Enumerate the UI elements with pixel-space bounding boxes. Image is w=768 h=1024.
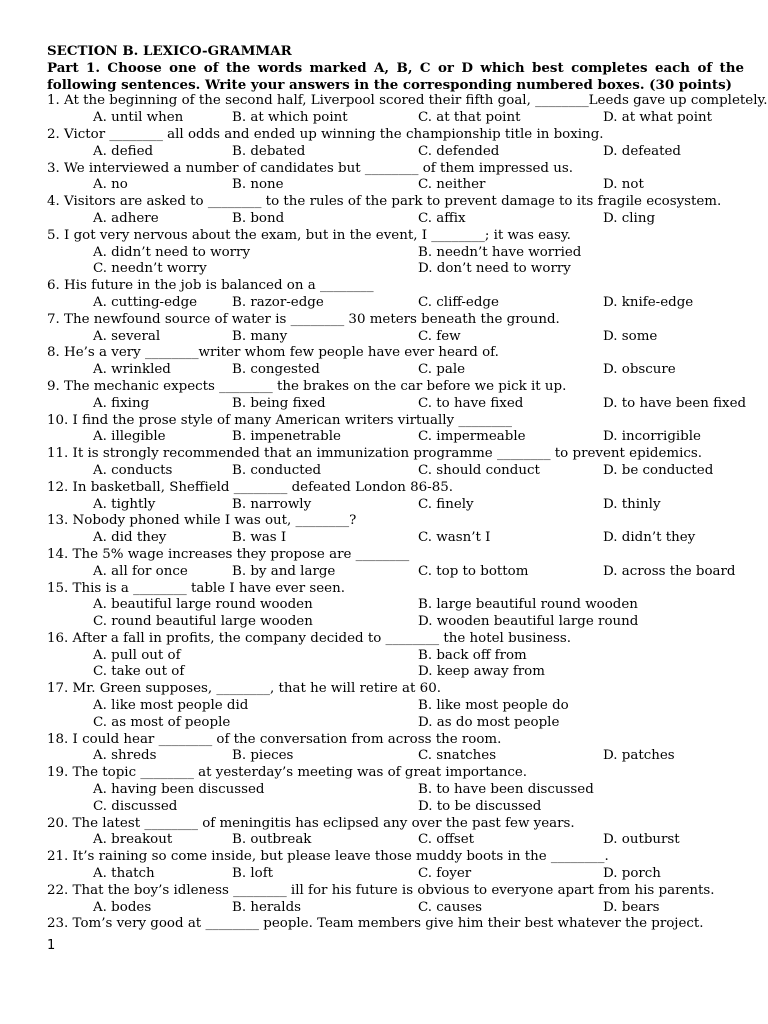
option-c: C. finely: [418, 496, 474, 512]
question-stem: 21. It’s raining so come inside, but please leave those muddy boots in the ________.: [47, 849, 609, 865]
question-item: [47, 547, 744, 581]
option-b: B. pieces: [232, 748, 294, 764]
option-a: A. bodes: [93, 899, 152, 915]
page-number: 1: [47, 938, 56, 953]
question-item: [47, 631, 744, 681]
question-stem: 6. His future in the job is balanced on a ________: [47, 278, 374, 294]
option-a: A. cutting-edge: [93, 294, 198, 310]
option-c: C. foyer: [418, 866, 472, 882]
question-stem: 8. He’s a very ________writer whom few people have ever heard of.: [47, 345, 499, 361]
option-a: A. pull out of: [93, 647, 181, 663]
option-d: D. didn’t they: [603, 530, 696, 546]
option-d: D. at what point: [603, 110, 713, 126]
option-row: [47, 748, 744, 765]
question-item: [47, 849, 744, 883]
option-d: D. be conducted: [603, 462, 714, 478]
option-row: [47, 799, 744, 816]
option-d: D. to have been fixed: [603, 395, 747, 411]
option-c: C. impermeable: [418, 429, 526, 445]
option-a: A. like most people did: [93, 698, 249, 714]
option-row: [47, 295, 744, 312]
option-b: B. debated: [232, 143, 306, 159]
option-row: [47, 664, 744, 681]
option-a: A. shreds: [93, 748, 157, 764]
option-c: C. offset: [418, 832, 475, 848]
question-item: [47, 278, 744, 312]
option-b: B. like most people do: [418, 698, 569, 714]
question-item: [47, 194, 744, 228]
option-a: A. did they: [93, 530, 167, 546]
question-item: [47, 127, 744, 161]
option-c: C. top to bottom: [418, 563, 529, 579]
option-row: [47, 597, 744, 614]
question-item: [47, 480, 744, 514]
option-d: D. thinly: [603, 496, 661, 512]
option-c: C. affix: [418, 210, 466, 226]
option-row: [47, 211, 744, 228]
option-a: A. beautiful large round wooden: [93, 597, 313, 613]
option-d: D. patches: [603, 748, 675, 764]
option-row: [47, 564, 744, 581]
question-stem: 19. The topic ________ at yesterday’s meeting was of great importance.: [47, 765, 528, 781]
question-item: [47, 378, 747, 413]
question-item: [47, 816, 744, 850]
option-d: D. cling: [603, 210, 656, 226]
option-row: [47, 530, 744, 547]
option-row: [47, 177, 744, 194]
option-b: B. impenetrable: [232, 429, 341, 445]
question-item: [47, 228, 744, 278]
option-row: [47, 648, 744, 665]
option-row: [47, 866, 744, 883]
option-a: A. wrinkled: [93, 362, 171, 378]
option-a: A. defied: [93, 143, 154, 159]
option-a: A. until when: [93, 110, 184, 126]
option-row: [47, 395, 747, 413]
question-item: [47, 345, 744, 379]
option-c: C. discussed: [93, 798, 178, 814]
option-d: D. keep away from: [418, 664, 545, 680]
option-d: D. defeated: [603, 143, 682, 159]
option-b: B. narrowly: [232, 496, 312, 512]
option-d: D. not: [603, 177, 644, 193]
option-b: B. loft: [232, 866, 274, 882]
question-item: [47, 883, 744, 917]
question-item: [47, 93, 768, 127]
option-row: [47, 782, 744, 799]
question-item: [47, 312, 744, 346]
option-a: A. conducts: [93, 462, 173, 478]
question-stem: 10. I find the prose style of many American writers virtually ________: [47, 412, 512, 428]
question-stem: 1. At the beginning of the second half, Liverpool scored their fifth goal, ________Leeds gave up completely.: [47, 93, 768, 109]
question-item: [47, 581, 744, 631]
option-b: B. at which point: [232, 110, 348, 126]
option-row: [47, 144, 744, 161]
question-stem: 20. The latest ________ of meningitis has eclipsed any over the past few years.: [47, 815, 575, 831]
option-a: A. fixing: [93, 395, 150, 411]
option-c: C. take out of: [93, 664, 185, 680]
option-row: [47, 832, 744, 849]
option-b: B. many: [232, 328, 288, 344]
option-a: A. having been discussed: [93, 782, 265, 798]
option-row: [47, 497, 744, 514]
option-a: A. didn’t need to worry: [93, 244, 251, 260]
option-c: C. causes: [418, 899, 483, 915]
option-c: C. neither: [418, 177, 486, 193]
option-a: A. no: [93, 177, 128, 193]
option-c: C. should conduct: [418, 462, 540, 478]
option-b: B. razor-edge: [232, 294, 324, 310]
option-row: [47, 463, 744, 480]
option-c: C. cliff-edge: [418, 294, 499, 310]
option-a: A. thatch: [93, 866, 155, 882]
question-stem: 18. I could hear ________ of the conversation from across the room.: [47, 731, 502, 747]
option-d: D. some: [603, 328, 658, 344]
option-d: D. wooden beautiful large round: [418, 614, 639, 630]
option-b: B. back off from: [418, 647, 527, 663]
option-c: C. at that point: [418, 110, 521, 126]
option-b: B. bond: [232, 210, 285, 226]
question-stem: 22. That the boy’s idleness ________ ill for his future is obvious to everyone apart from his parents.: [47, 882, 715, 898]
option-a: A. tightly: [93, 496, 156, 512]
option-b: B. to have been discussed: [418, 782, 594, 798]
question-stem: 4. Visitors are asked to ________ to the rules of the park to prevent damage to its fragile ecosystem.: [47, 194, 722, 210]
option-row: [47, 429, 744, 446]
question-stem: 7. The newfound source of water is ________ 30 meters beneath the ground.: [47, 311, 560, 327]
option-c: C. pale: [418, 362, 466, 378]
option-b: B. was I: [232, 530, 287, 546]
option-b: B. needn’t have worried: [418, 244, 582, 260]
question-item: [47, 765, 744, 815]
question-list: [47, 93, 768, 933]
option-a: A. illegible: [93, 429, 166, 445]
option-d: D. porch: [603, 866, 661, 882]
question-item: [47, 413, 744, 447]
question-stem: 9. The mechanic expects ________ the brakes on the car before we pick it up.: [47, 378, 567, 394]
question-item: [47, 916, 744, 933]
option-c: C. wasn’t I: [418, 530, 491, 546]
option-d: D. bears: [603, 899, 660, 915]
option-d: D. knife-edge: [603, 294, 694, 310]
question-item: [47, 513, 744, 547]
question-item: [47, 681, 744, 731]
question-item: [47, 446, 744, 480]
option-d: D. across the board: [603, 563, 736, 579]
section-title: SECTION B. LEXICO-GRAMMAR: [47, 43, 292, 59]
option-a: A. breakout: [93, 832, 173, 848]
option-row: [47, 110, 744, 127]
option-c: C. as most of people: [93, 714, 231, 730]
option-b: B. large beautiful round wooden: [418, 597, 638, 613]
question-stem: 14. The 5% wage increases they propose are ________: [47, 546, 410, 562]
option-b: B. heralds: [232, 899, 302, 915]
option-row: [47, 900, 744, 917]
option-row: [47, 698, 744, 715]
question-stem: 2. Victor ________ all odds and ended up winning the championship title in boxing.: [47, 126, 604, 142]
question-stem: 16. After a fall in profits, the company decided to ________ the hotel business.: [47, 630, 571, 646]
option-d: D. obscure: [603, 362, 676, 378]
option-row: [47, 261, 744, 278]
option-b: B. congested: [232, 362, 320, 378]
question-item: [47, 161, 744, 195]
option-c: C. needn’t worry: [93, 261, 207, 277]
option-c: C. to have fixed: [418, 395, 524, 411]
option-d: D. incorrigible: [603, 429, 701, 445]
question-stem: 13. Nobody phoned while I was out, ________?: [47, 513, 357, 529]
option-c: C. round beautiful large wooden: [93, 614, 313, 630]
question-item: [47, 732, 744, 766]
option-b: B. none: [232, 177, 284, 193]
option-b: B. conducted: [232, 462, 322, 478]
option-c: C. defended: [418, 143, 500, 159]
question-stem: 15. This is a ________ table I have ever seen.: [47, 580, 345, 596]
question-stem: 17. Mr. Green supposes, ________, that he will retire at 60.: [47, 681, 441, 697]
option-b: B. by and large: [232, 563, 336, 579]
option-row: [47, 329, 744, 346]
option-c: C. snatches: [418, 748, 497, 764]
question-stem: 3. We interviewed a number of candidates but ________ of them impressed us.: [47, 160, 573, 176]
option-row: [47, 362, 744, 379]
option-a: A. adhere: [93, 210, 159, 226]
question-stem: 11. It is strongly recommended that an immunization programme ________ to prevent epidemics.: [47, 446, 703, 462]
option-d: D. as do most people: [418, 714, 560, 730]
option-d: D. outburst: [603, 832, 680, 848]
option-row: [47, 715, 744, 732]
option-d: D. to be discussed: [418, 798, 542, 814]
part-instruction: Part 1. Choose one of the words marked A, B, C or D which best completes each of the following sentences. Write your answers in the corresponding numbered boxes. (30 points): [47, 59, 744, 93]
option-a: A. several: [93, 328, 161, 344]
question-stem: 12. In basketball, Sheffield ________ defeated London 86-85.: [47, 479, 454, 495]
option-b: B. being fixed: [232, 395, 326, 411]
option-d: D. don’t need to worry: [418, 261, 571, 277]
option-a: A. all for once: [93, 563, 188, 579]
page-content: [47, 43, 768, 933]
question-stem: 5. I got very nervous about the exam, but in the event, I ________; it was easy.: [47, 227, 571, 243]
option-row: [47, 245, 744, 262]
option-c: C. few: [418, 328, 461, 344]
option-b: B. outbreak: [232, 832, 312, 848]
option-row: [47, 614, 744, 631]
question-stem: 23. Tom’s very good at ________ people. Team members give him their best whatever the project.: [47, 916, 704, 932]
